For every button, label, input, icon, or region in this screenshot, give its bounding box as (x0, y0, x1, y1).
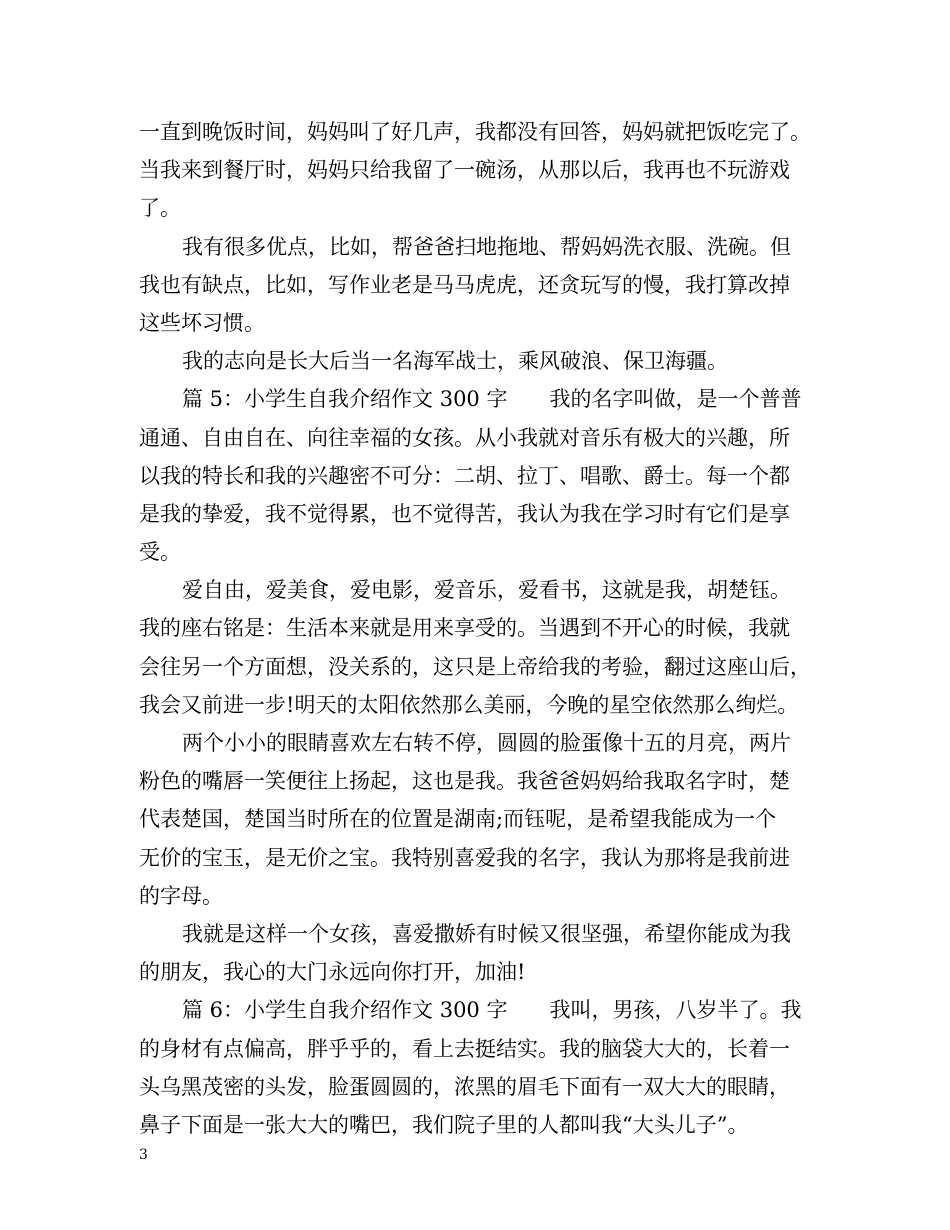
text-line: 通通、自由自在、向往幸福的女孩。从小我就对音乐有极大的兴趣，所 (139, 425, 790, 450)
text-line: 的身材有点偏高，胖乎乎的，看上去挺结实。我的脑袋大大的，长着一 (139, 1036, 790, 1061)
text-line: 我会又前进一步!明天的太阳依然那么美丽，今晚的星空依然那么绚烂。 (139, 692, 799, 717)
text-line: 受。 (139, 540, 181, 565)
text-line: 以我的特长和我的兴趣密不可分：二胡、拉丁、唱歌、爵士。每一个都 (139, 463, 790, 488)
text-line: 鼻子下面是一张大大的嘴巴，我们院子里的人都叫我“大头儿子”。 (139, 1112, 749, 1137)
text-line: 的字母。 (139, 883, 223, 908)
section-heading-line: 篇 5：小学生自我介绍作文 300 字 我的名字叫做，是一个普普 (182, 387, 802, 412)
text-line: 的朋友，我心的大门永远向你打开，加油! (139, 960, 526, 985)
text-line: 我的志向是长大后当一名海军战士，乘风破浪、保卫海疆。 (182, 349, 728, 374)
text-line: 会往另一个方面想，没关系的，这只是上帝给我的考验，翻过这座山后， (139, 654, 811, 679)
text-line: 代表楚国，楚国当时所在的位置是湖南;而钰呢，是希望我能成为一个 (139, 807, 777, 832)
page-number: 3 (139, 1147, 148, 1163)
text-line: 这些坏习惯。 (139, 310, 265, 335)
text-line: 无价的宝玉，是无价之宝。我特别喜爱我的名字，我认为那将是我前进 (139, 845, 790, 870)
text-line: 是我的挚爱，我不觉得累，也不觉得苦，我认为我在学习时有它们是享 (139, 501, 790, 526)
section-heading-line: 篇 6：小学生自我介绍作文 300 字 我叫，男孩，八岁半了。我 (182, 998, 802, 1023)
text-line: 两个小小的眼睛喜欢左右转不停，圆圆的脸蛋像十五的月亮，两片 (182, 731, 791, 755)
text-line: 爱自由，爱美食，爱电影，爱音乐，爱看书，这就是我，胡楚钰。 (182, 578, 791, 603)
text-line: 我就是这样一个女孩，喜爱撒娇有时候又很坚强，希望你能成为我 (182, 921, 791, 946)
text-line: 头乌黑茂密的头发，脸蛋圆圆的，浓黑的眉毛下面有一双大大的眼睛， (139, 1074, 790, 1099)
text-line: 粉色的嘴唇一笑便往上扬起，这也是我。我爸爸妈妈给我取名字时，楚 (139, 769, 790, 794)
text-line: 当我来到餐厅时，妈妈只给我留了一碗汤，从那以后，我再也不玩游戏 (139, 158, 790, 183)
text-line: 一直到晚饭时间，妈妈叫了好几声，我都没有回答，妈妈就把饭吃完了。 (139, 120, 811, 144)
text-line: 我也有缺点，比如，写作业老是马马虎虎，还贪玩写的慢，我打算改掉 (139, 272, 790, 297)
body-text (139, 113, 811, 1144)
text-line: 我有很多优点，比如，帮爸爸扫地拖地、帮妈妈洗衣服、洗碗。但 (182, 234, 791, 259)
text-line: 了。 (139, 196, 181, 221)
text-line: 我的座右铭是：生活本来就是用来享受的。当遇到不开心的时候，我就 (139, 616, 790, 641)
